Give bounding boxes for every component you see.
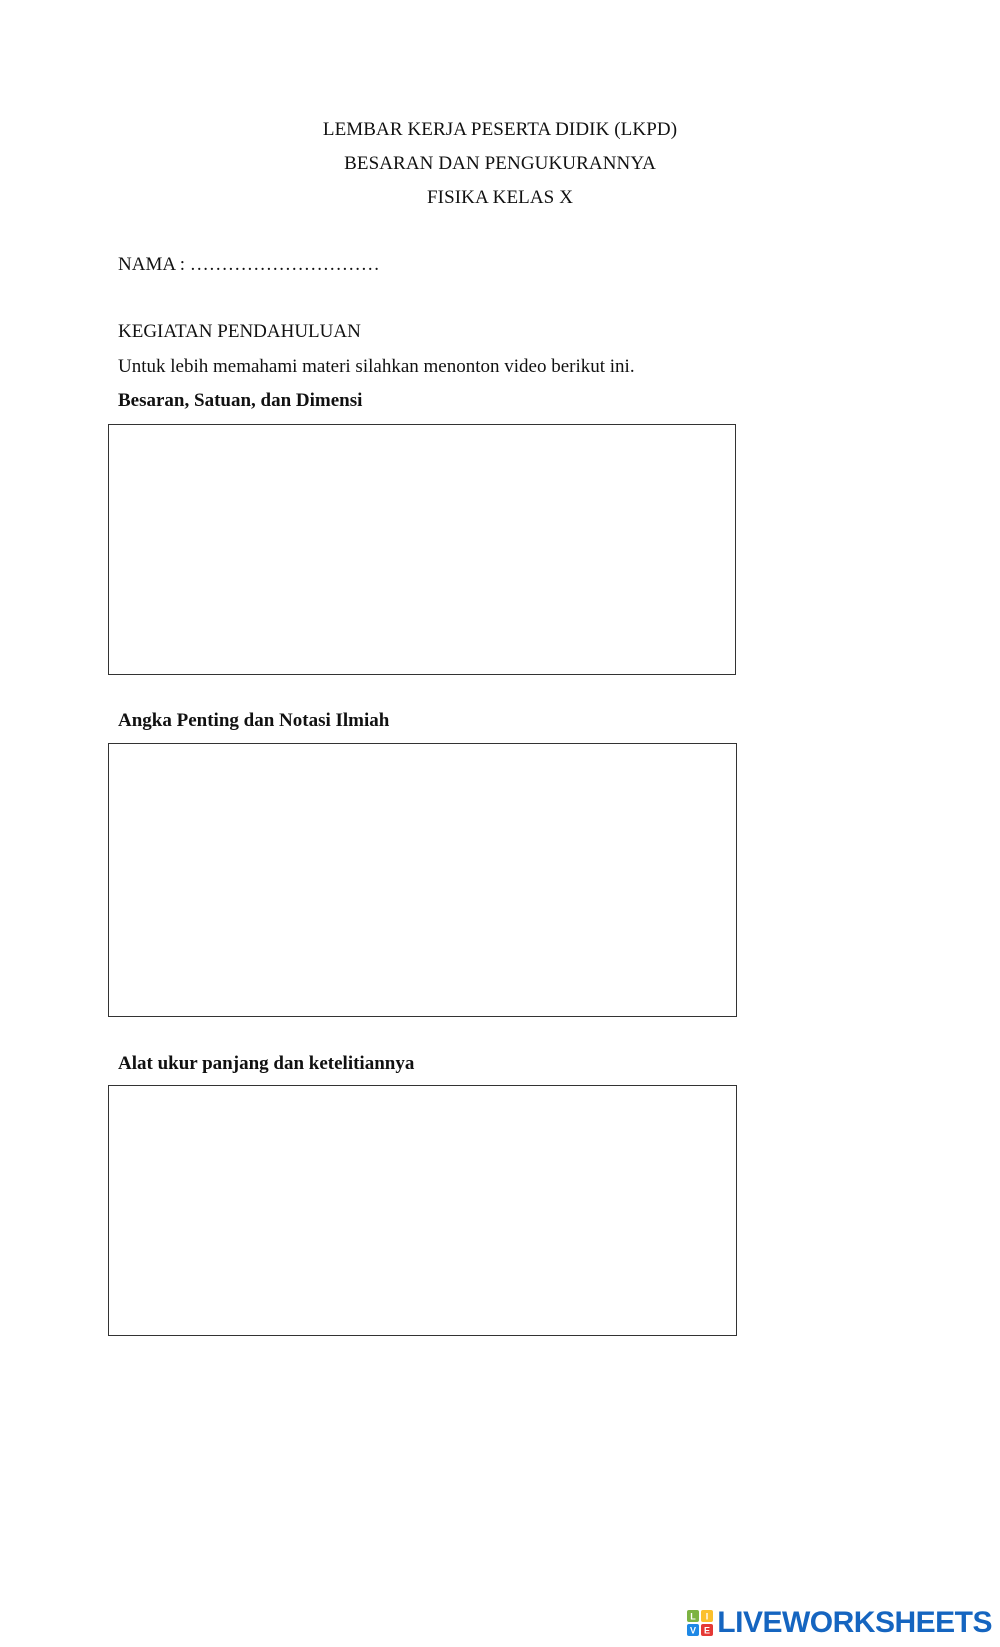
video-embed-3[interactable] — [108, 1085, 737, 1336]
video-title-1: Besaran, Satuan, dan Dimensi — [118, 390, 363, 411]
video-embed-1[interactable] — [108, 424, 736, 675]
worksheet-topic: BESARAN DAN PENGUKURANNYA — [344, 153, 656, 174]
video-title-2: Angka Penting dan Notasi Ilmiah — [118, 710, 390, 731]
student-name-field[interactable]: NAMA : ………………………… — [118, 254, 380, 275]
liveworksheets-logo-text: LIVEWORKSHEETS — [717, 1606, 992, 1639]
instruction-text: Untuk lebih memahami materi silahkan menonton video berikut ini. — [118, 356, 635, 377]
video-embed-2[interactable] — [108, 743, 737, 1017]
liveworksheets-logo-icon — [687, 1610, 713, 1636]
worksheet-title: LEMBAR KERJA PESERTA DIDIK (LKPD) — [322, 119, 678, 140]
section-title: KEGIATAN PENDAHULUAN — [118, 321, 361, 342]
worksheet-class: FISIKA KELAS X — [426, 187, 574, 208]
svg-text:L: L — [690, 1611, 697, 1622]
liveworksheets-logo — [687, 1605, 992, 1641]
svg-text:I: I — [706, 1611, 709, 1622]
svg-text:E: E — [704, 1625, 711, 1636]
svg-text:V: V — [690, 1625, 697, 1636]
video-title-3: Alat ukur panjang dan ketelitiannya — [118, 1053, 415, 1074]
